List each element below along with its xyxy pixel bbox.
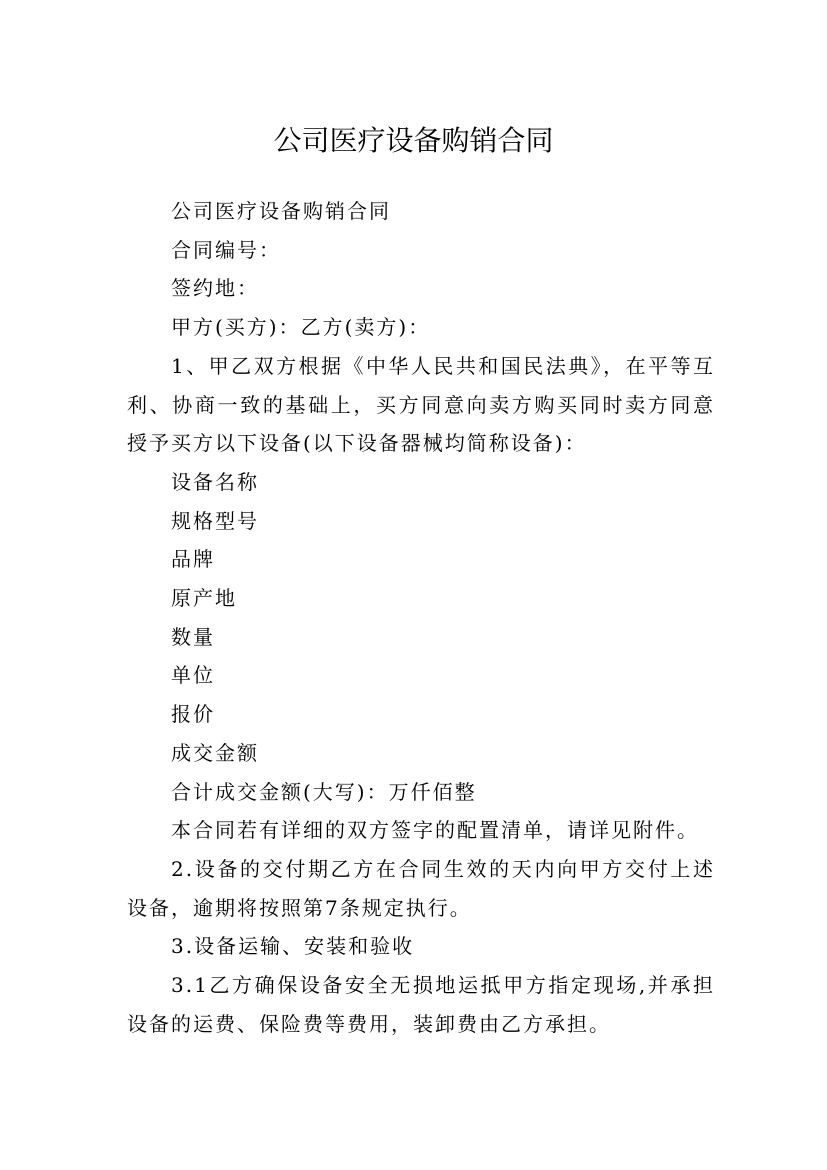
paragraph-equipment-name: 设备名称 [171,469,259,494]
paragraph-deal-amount: 成交金额 [171,740,259,765]
paragraph-heading: 公司医疗设备购销合同 [171,199,391,223]
paragraph-signing-place: 签约地： [171,276,259,301]
paragraph-origin: 原产地 [171,586,237,611]
document-body [127,192,715,1043]
paragraph-unit: 单位 [171,663,215,688]
paragraph-contract-number: 合同编号： [171,237,281,262]
paragraph-parties: 甲方(买方)：乙方(卖方)： [171,315,431,340]
paragraph-brand: 品牌 [171,547,215,572]
paragraph-clause-1: 1、甲乙双方根据《中华人民共和国民法典》，在平等互利、协商一致的基础上，买方同意向卖方购买同时卖方同意授予买方以下设备(以下设备器械均简称设备)： [127,353,715,456]
paragraph-attachment-note: 本合同若有详细的双方签字的配置清单，请详见附件。 [171,818,699,843]
paragraph-clause-3: 3.设备运输、安装和验收 [171,934,415,959]
paragraph-clause-2: 2.设备的交付期乙方在合同生效的天内向甲方交付上述设备，逾期将按照第7条规定执行。 [127,856,715,920]
paragraph-model: 规格型号 [171,508,259,533]
document-title: 公司医疗设备购销合同 [273,123,554,157]
paragraph-total-amount: 合计成交金额(大写)：万仟佰整 [171,779,477,804]
paragraph-quantity: 数量 [171,624,215,649]
paragraph-clause-3-1: 3.1乙方确保设备安全无损地运抵甲方指定现场,并承担设备的运费、保险费等费用，装卸费由乙方承担。 [127,973,715,1036]
paragraph-quote: 报价 [171,702,215,727]
